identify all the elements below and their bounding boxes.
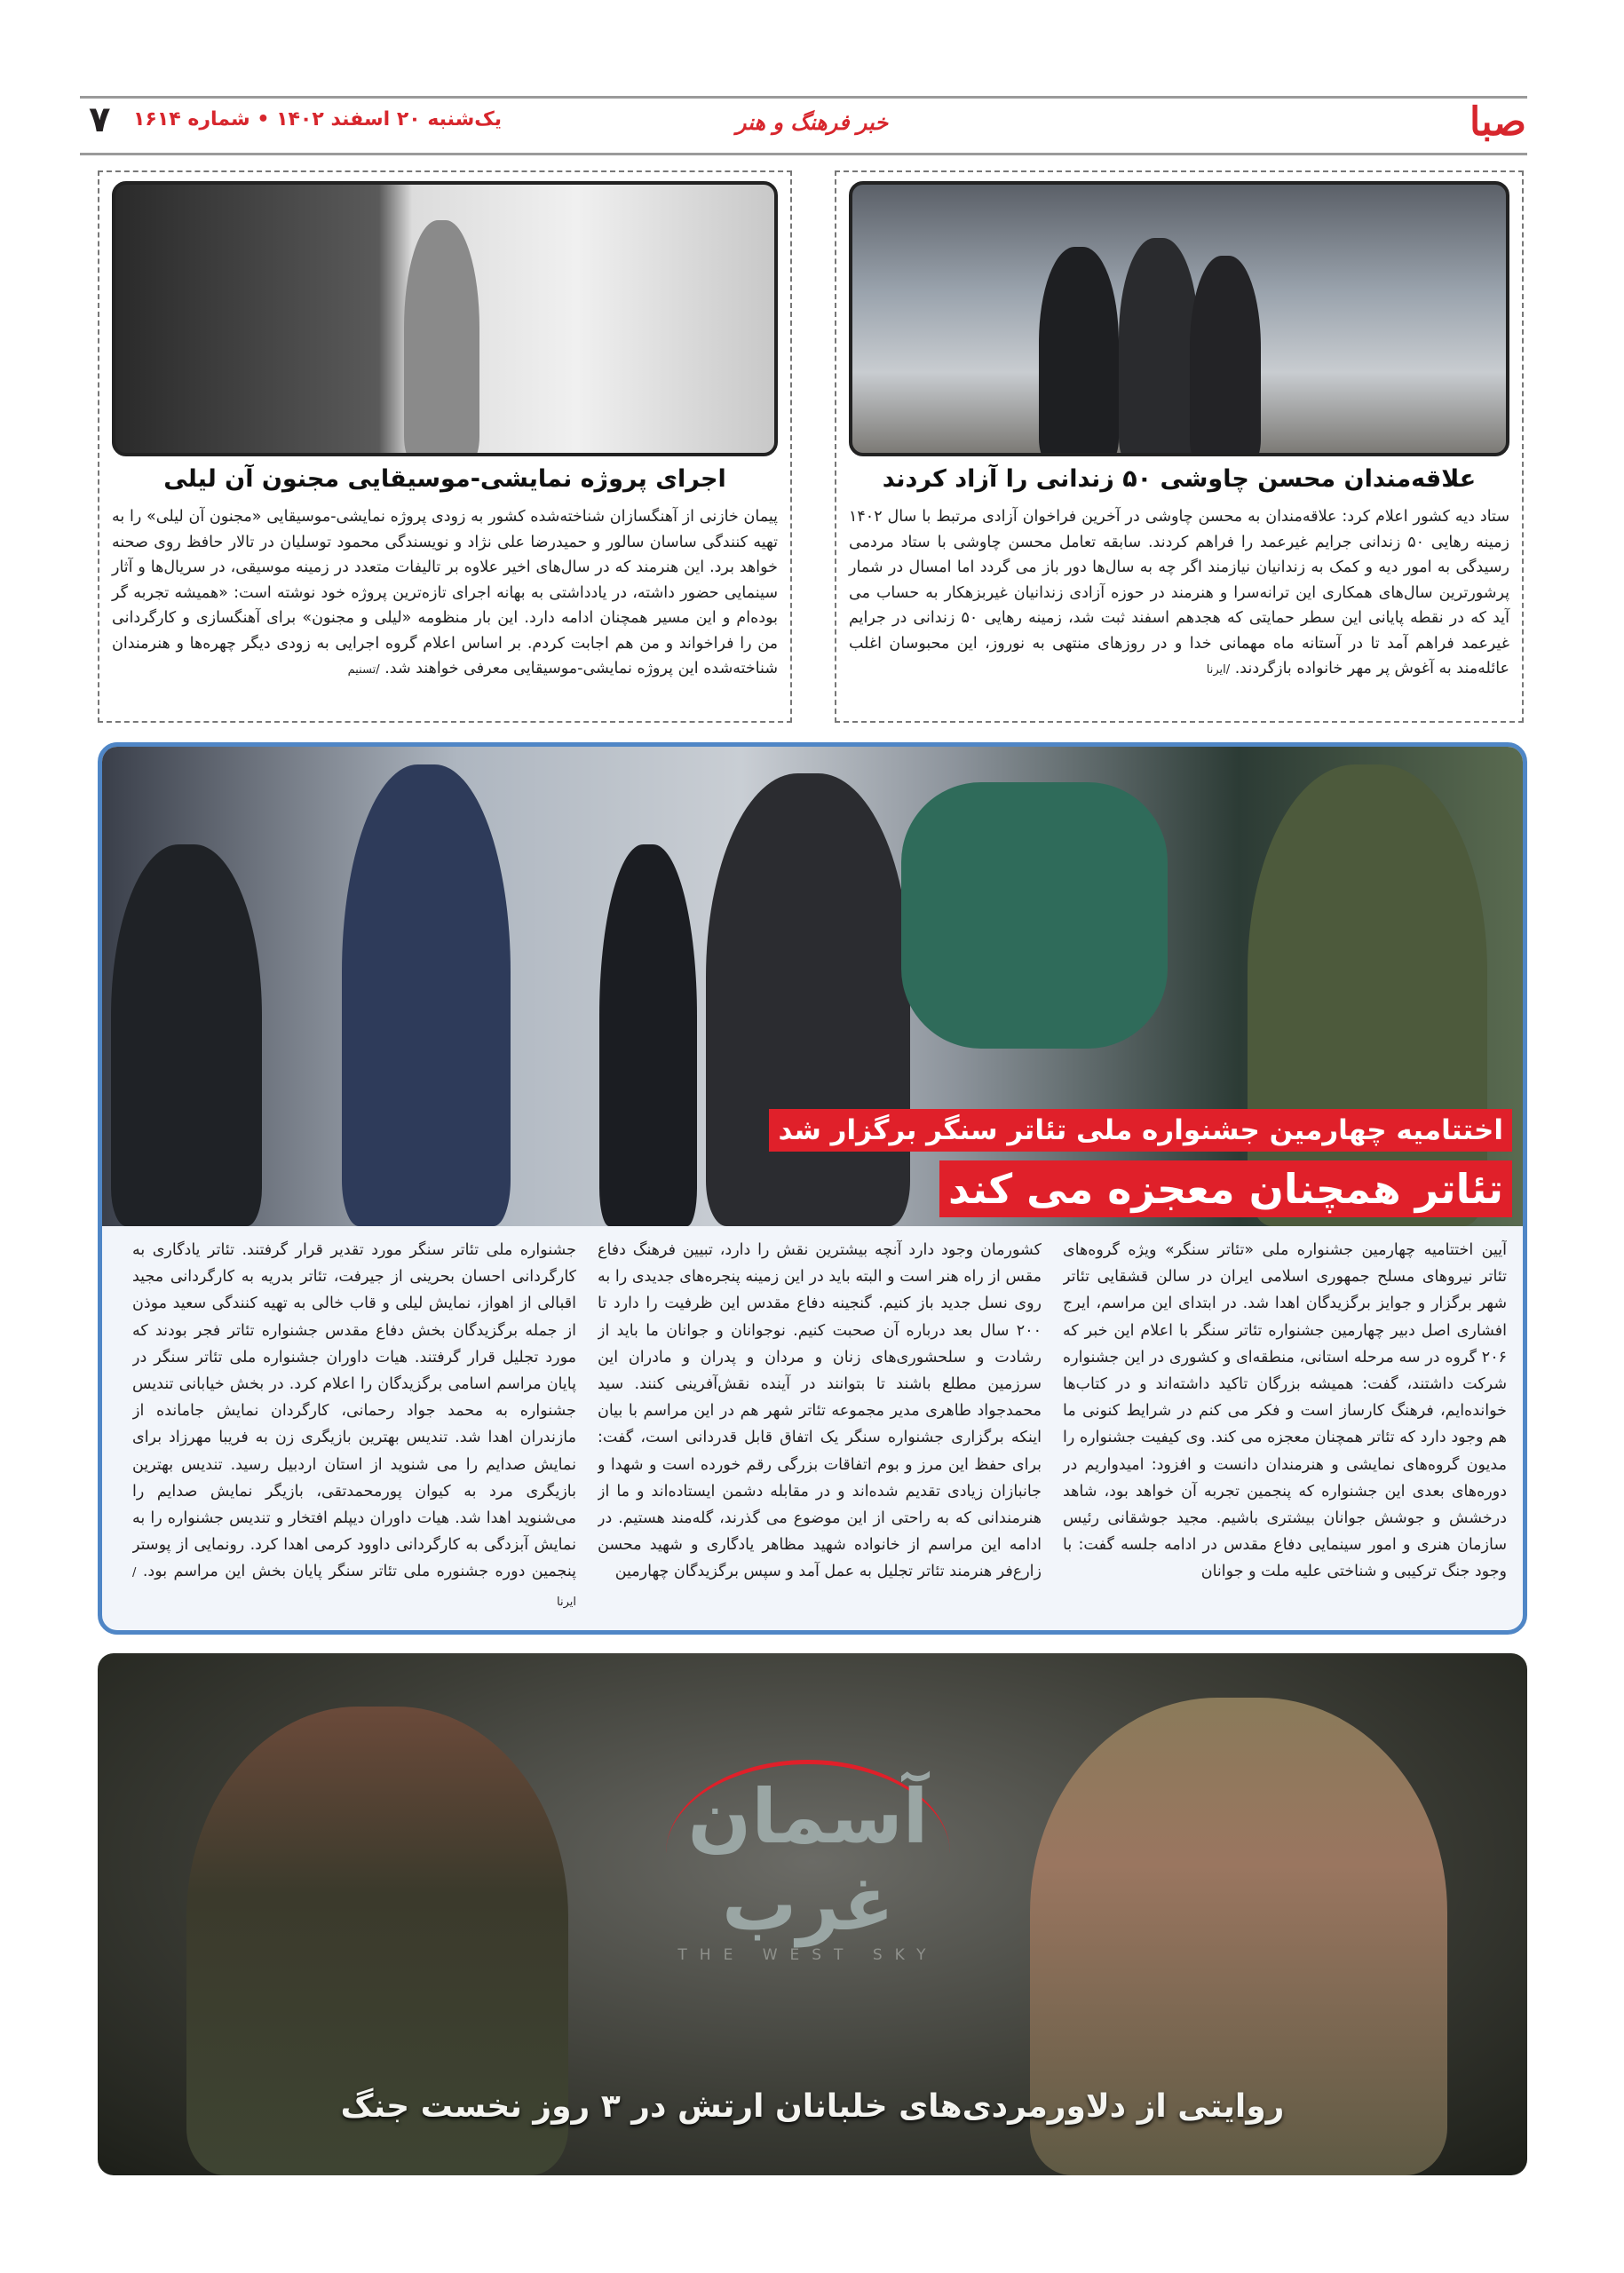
photo-ceremony-unveiling bbox=[102, 747, 1523, 1226]
article-title: علاقه‌مندان محسن چاوشی ۵۰ زندانی را آزاد کردند bbox=[882, 465, 1477, 493]
photo-prison-corridor bbox=[849, 181, 1509, 456]
series-logo: آسمان غرب bbox=[666, 1760, 950, 1947]
date-issue: یک‌شنبه ۲۰ اسفند ۱۴۰۲ • شماره ۱۶۱۴ bbox=[133, 108, 503, 131]
article-body: پیمان خازنی از آهنگسازان شناخته‌شده کشور به زودی پروژه نمایشی-موسیقایی «مجنون آن لیلی» را به تهیه کنندگی ساسان سالور و حمیدرضا علی نژاد و نویسندگی محمود توسلیان در تالار حافظ روی صحنه خواهد برد. این هنرمند که در سال‌های اخیر علاوه بر تالیفات متعدد در زمینه موسیقی، در سریال‌ها و آثار سینمایی حضور داشته، در یادداشتی به بهانه اجرای تازه‌ترین پروژه خود نوشته است: «همیشه تجربه گر بوده‌ام و این مسیر همچنان ادامه دارد. این بار منظومه «لیلی و مجنون» برای آهنگسازی و کارگردانی من را فراخواند و من هم اجابت کردم. بر اساس اعلام گروه اجرایی به زودی دیگر چهره‌ها و هنرمندان شناخته‌شده این پروژه نمایشی-موسیقایی معرفی خواهند شد. /تسنیم bbox=[112, 508, 778, 677]
article-source: /ایرنا bbox=[132, 1566, 576, 1609]
article-column-2: کشورمان وجود دارد آنچه بیشترین نقش را دارد، تبیین فرهنگ دفاع مقس از راه هنر است و البته باید در این زمینه پنجره‌های جدیدی را به روی نسل جدید باز کنیم. گنجینه دفاع مقدس این ظرفیت را دارد تا ۲۰۰ سال بعد درباره آن صحبت کنیم. نوجوانان و جوانان ما باید از رشادت و سلحشوری‌های زنان و مردان و پدران و مادران این سرزمین مطلع باشند تا بتوانند در آینده نقش‌آفرینی کنند. سید محمدجواد طاهری مدیر مجموعه تئاتر شهر هم در این مراسم با بیان اینکه برگزاری جشنواره سنگر یک اتفاق قابل قدردانی است، گفت: برای حفظ این مرز و بوم اتفاقات بزرگی رقم خورده است و شهدا و جانبازان زیادی تقدیم شده‌اند و در مقابله دشمن ایستاده‌اند و ما از هنرمندانی که به راحتی از این موضوع می گذرند، گله‌مند هستیم. در ادامه این مراسم از خانواده شهید مظاهر یادگاری و شهید محسن زارع‌فر هنرمند تئاتر تجلیل به عمل آمد و سپس برگزیدگان چهارمین bbox=[598, 1241, 1042, 1581]
section-title: خبر فرهنگ و هنر bbox=[735, 110, 889, 135]
article-body: ستاد دیه کشور اعلام کرد: علاقه‌مندان به محسن چاوشی در آخرین فراخوان آزادی مرتبط با سال ۱۴۰۲ زمینه رهایی ۵۰ زندانی جرایم غیرعمد را فراهم کردند. سابقه تعامل محسن چاوشی با ستاد مردمی رسیدگی به امور دیه و کمک به زندانیان نیازمند اگر چه به سال‌ها دور باز می گردد اما امسال در شمار پرشورترین سال‌های همکاری این ترانه‌سرا و هنرمند در حوزه آزادی زندانیان غیربزهکار به حساب می آید که در نقطه پایانی این سطر حمایتی که هجدهم اسفند ثبت شد، زمینه رهایی ۵۰ زندانی در جرایم غیرعمد فراهم آمد تا در آستانه ماه مهمانی خدا و در روزهای منتهی به نوروز، این محبوسان اغلب عائله‌مند به آغوش پر مهر خانواده بازگردند. /ایرنا bbox=[849, 508, 1509, 677]
headline: تئاتر همچنان معجزه می کند bbox=[939, 1160, 1512, 1217]
article-chavoshi bbox=[835, 170, 1524, 723]
article-majnoon bbox=[98, 170, 792, 723]
header-rule-top bbox=[80, 96, 1527, 99]
article-column-1: آیین اختتامیه چهارمین جشنواره ملی «تئاتر سنگر» ویژه گروه‌های تئاتر نیروهای مسلح جمهوری اسلامی ایران در سالن قشقایی تئاتر شهر برگزار و جوایز برگزیدگان اهدا شد. در ابتدای این مراسم، ایرج افشاری اصل دبیر چهارمین جشنواره تئاتر سنگر با اعلام این خبر که ۲۰۶ گروه در سه مرحله استانی، منطقه‌ای و کشوری در این جشنواره شرکت داشتند، گفت: همیشه بزرگان تاکید داشته‌اند و در کتاب‌ها خوانده‌ایم، فرهنگ کارساز است و فکر می کنم در شرایط کنونی ما هم وجود دارد که تئاتر همچنان معجزه می کند. وی کیفیت جشنواره را مدیون گروه‌های نمایشی و هنرمندان دانست و افزود: امیدواریم در دوره‌های بعدی این جشنواره که پنجمین تجربه آن خواهد بود، شاهد درخشش و جوشش جوانان بیشتری باشیم. مجید جوشقانی رئیس سازمان هنری و امور سینمایی دفاع مقدس در ادامه جلسه گفت: با وجود جنگ ترکیبی و شناختی علیه ملت و جوانان bbox=[1063, 1241, 1507, 1581]
kicker: اختتامیه چهارمین جشنواره ملی تئاتر سنگر برگزار شد bbox=[769, 1109, 1512, 1152]
banner-caption: روایتی از دلاورمردی‌های خلبانان ارتش در ۳ روز نخست جنگ bbox=[340, 2088, 1285, 2125]
article-source: /تسنیم bbox=[347, 663, 380, 677]
newspaper-logo: صبا bbox=[1469, 99, 1526, 145]
article-title: اجرای پروژه نمایشی-موسیقایی مجنون آن لیلی bbox=[163, 465, 726, 493]
series-logo-english: THE WEST SKY bbox=[677, 1946, 939, 1964]
page-number: ۷ bbox=[89, 99, 111, 140]
header-rule-bottom bbox=[80, 153, 1527, 155]
tv-series-banner bbox=[98, 1653, 1527, 2175]
main-article-sangar bbox=[98, 742, 1527, 1635]
photo-peyman-khazeni bbox=[112, 181, 778, 456]
article-column-3: جشنواره ملی تئاتر سنگر مورد تقدیر قرار گرفتند. تئاتر یادگاری به کارگردانی احسان بحرینی از جیرفت، تئاتر بدریه به کارگردانی مجید اقبالی از اهواز، نمایش لیلی و قاب خالی به تهیه کنندگی سعید موذن از جمله برگزیدگان بخش دفاع مقدس جشنواره تئاتر فجر بودند که مورد تجلیل قرار گرفتند. هیات داوران جشنواره ملی تئاتر سنگر در پایان مراسم اسامی برگزیدگان را اعلام کرد. در بخش خیابانی تندیس جشنواره به محمد جواد رحمانی، کارگردان نمایش جامانده از مازندران اهدا شد. تندیس بهترین بازیگری زن به فریبا مهرزاد برای نمایش صدایم را می شنوید از استان اردبیل رسید. تندیس بهترین بازیگری مرد به کیوان پورمحمدتقی، بازیگر نمایش صدایم را می‌شنوید اهدا شد. هیات داوران دیپلم افتخار و تندیس جشنواره را به نمایش آبزدگی به کارگردانی داوود کرمی اهدا کرد. رونمایی از پوستر پنجمین دوره جشنوره ملی تئاتر سنگر پایان بخش این مراسم بود. /ایرنا bbox=[132, 1241, 576, 1609]
article-source: /ایرنا bbox=[1206, 663, 1231, 677]
